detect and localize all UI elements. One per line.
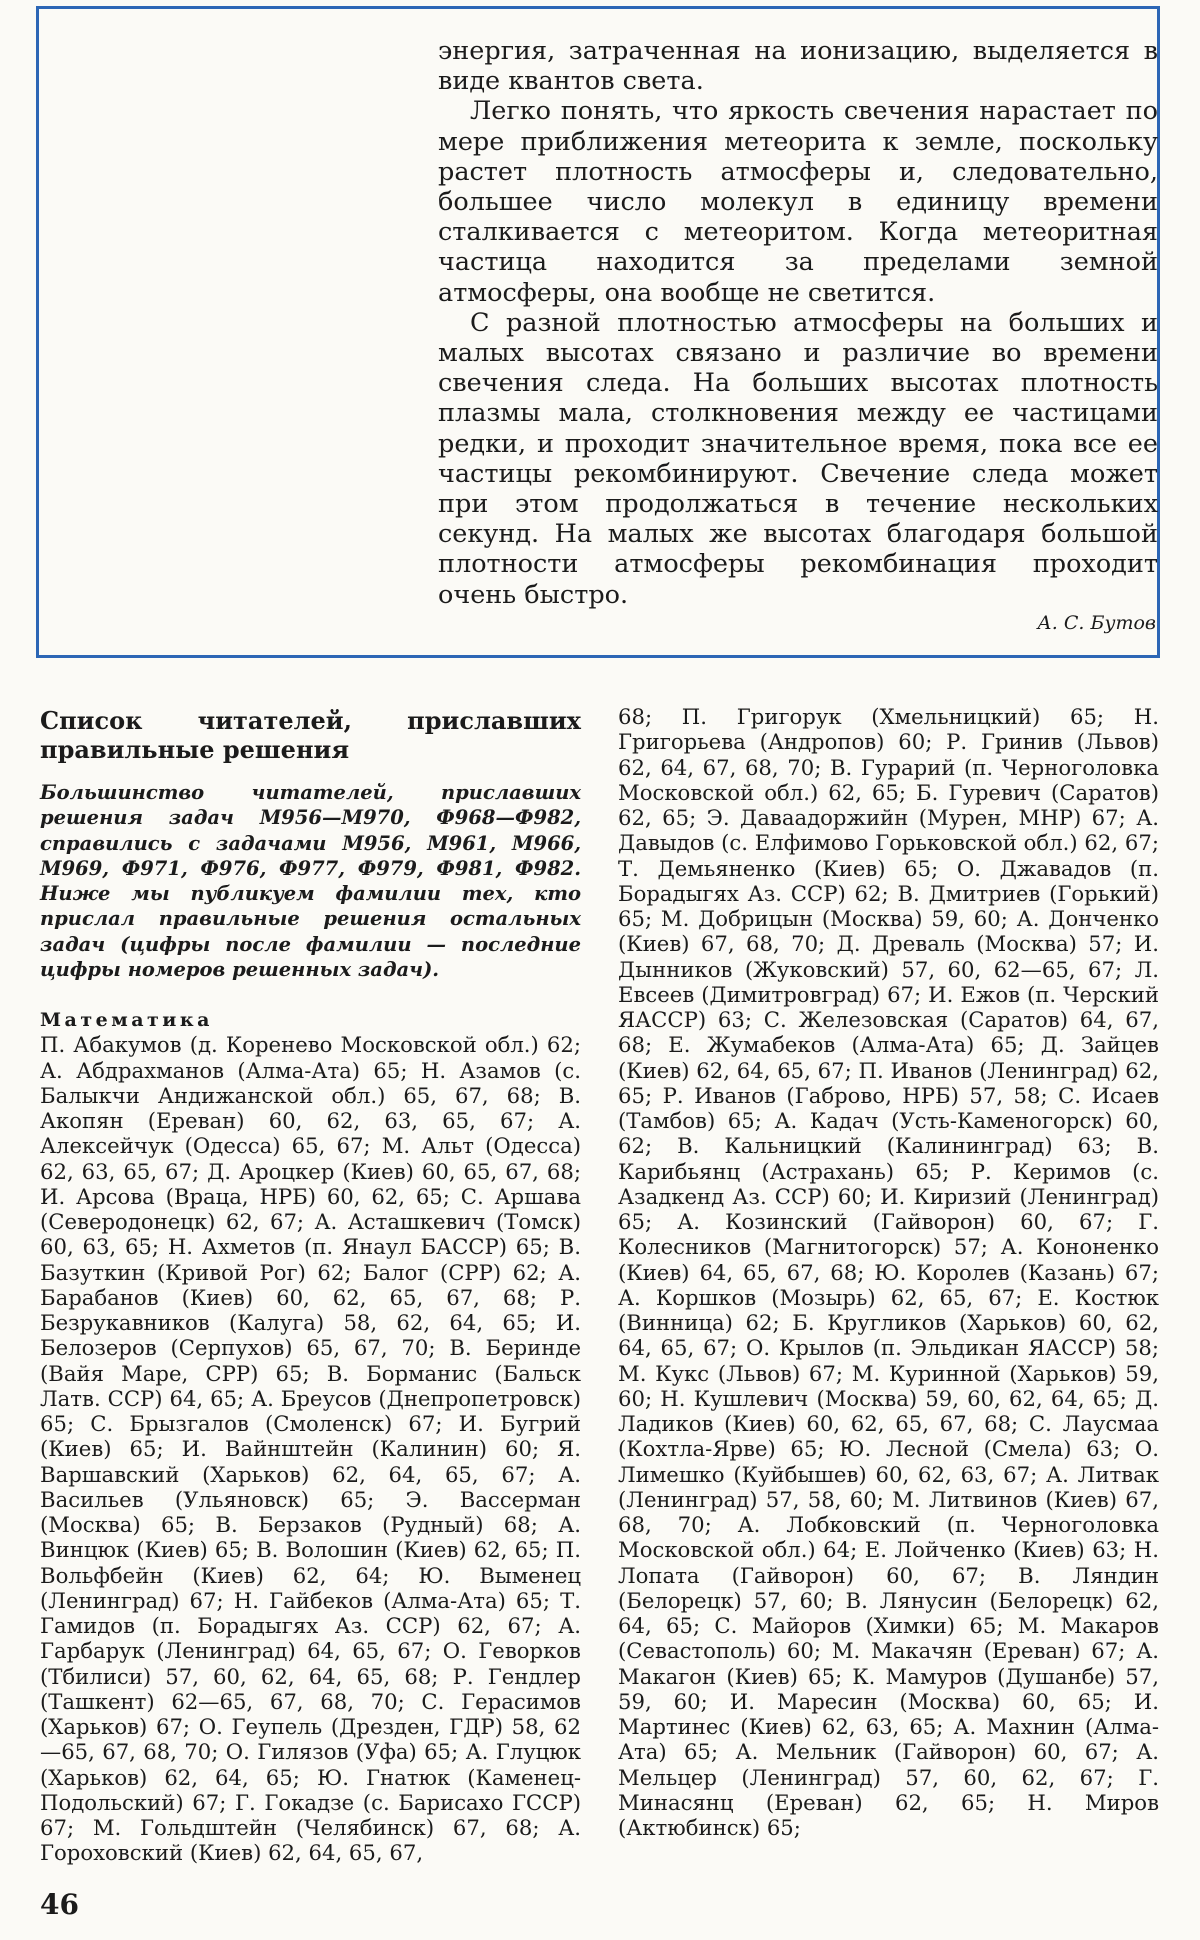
right-column	[618, 704, 1159, 1840]
section-intro: Большинство читателей, приславших решения задач М956—М970, Ф968—Ф982, справились с задачами М956, М961, М966, М969, Ф971, Ф976, Ф977, Ф979, Ф981, Ф982. Ниже мы публикуем фамилии тех, кто прислал правильные решения остальных задач (цифры после фамилии — последние цифры номеров решенных задач).	[40, 781, 581, 982]
article-paragraph: С разной плотностью атмосферы на больших и малых высотах связано и различие во времени свечения следа. На больших высотах плотность плазмы мала, столкновения между ее частицами редки, и проходит значительное время, пока все ее частицы рекомбинируют. Свечение следа может при этом продолжаться в течение нескольких секунд. На малых же высотах благодаря большой плотности атмосферы рекомбинация проходит очень быстро.	[438, 307, 1158, 610]
section-title: Список читателей, приславших правильные решения	[40, 706, 581, 764]
article-paragraph: Легко понять, что яркость свечения нарастает по мере приближения метеорита к земле, поскольку растет плотность атмосферы и, следовательно, большее число молекул в единицу времени сталкивается с метеоритом. Когда метеоритная частица находится за пределами земной атмосферы, она вообще не светится.	[438, 96, 1158, 308]
page-number: 46	[40, 1888, 79, 1921]
subject-heading: Математика	[40, 1009, 213, 1032]
readers-list-right: 68; П. Григорук (Хмельницкий) 65; Н. Григорьева (Андропов) 60; Р. Гринив (Львов) 62, 64, 67, 68, 70; В. Гурарий (п. Черноголовка Московской обл.) 62, 65; Б. Гуревич (Саратов) 62, 65; Э. Даваадоржийн (Мурен, МНР) 67; А. Давыдов (с. Елфимово Горьковской обл.) 62, 67; Т. Демьяненко (Киев) 65; О. Джавадов (п. Борадыгях Аз. ССР) 62; В. Дмитриев (Горький) 65; М. Добрицын (Москва) 59, 60; А. Донченко (Киев) 67, 68, 70; Д. Древаль (Москва) 57; И. Дынников (Жуковский) 57, 60, 62—65, 67; Л. Евсеев (Димитровград) 67; И. Ежов (п. Черский ЯАССР) 63; С. Железовская (Саратов) 64, 67, 68; Е. Жумабеков (Алма-Ата) 65; Д. Зайцев (Киев) 62, 64, 65, 67; П. Иванов (Ленинград) 62, 65; Р. Иванов (Габрово, НРБ) 57, 58; С. Исаев (Тамбов) 65; А. Кадач (Усть-Каменогорск) 60, 62; В. Кальницкий (Калининград) 63; В. Карибьянц (Астрахань) 65; Р. Керимов (с. Азадкенд Аз. ССР) 60; И. Киризий (Ленинград) 65; А. Козинский (Гайворон) 60, 67; Г. Колесников (Магнитогорск) 57; А. Кононенко (Киев) 64, 65, 67, 68; Ю. Королев (Казань) 67; А. Коршков (Мозырь) 62, 65, 67; Е. Костюк (Винница) 62; Б. Кругликов (Харьков) 60, 62, 64, 65, 67; О. Крылов (п. Эльдикан ЯАССР) 58; М. Кукс (Львов) 67; М. Куринной (Харьков) 59, 60; Н. Кушлевич (Москва) 59, 60, 62, 64, 65; Д. Ладиков (Киев) 60, 62, 65, 67, 68; С. Лаусмаа (Кохтла-Ярве) 65; Ю. Лесной (Смела) 63; О. Лимешко (Куйбышев) 60, 62, 63, 67; А. Литвак (Ленинград) 57, 58, 60; М. Литвинов (Киев) 67, 68, 70; А. Лобковский (п. Черноголовка Московской обл.) 64; Е. Лойченко (Киев) 63; Н. Лопата (Гайворон) 60, 67; В. Ляндин (Белорецк) 57, 60; В. Лянусин (Белорецк) 62, 64, 65; С. Майоров (Химки) 65; М. Макаров (Севастополь) 60; М. Макачян (Ереван) 67; А. Макагон (Киев) 65; К. Мамуров (Душанбе) 57, 59, 60; И. Маресин (Москва) 60, 65; И. Мартинес (Киев) 62, 63, 65; А. Махнин (Алма-Ата) 65; А. Мельник (Гайворон) 60, 67; А. Мельцер (Ленинград) 57, 60, 62, 67; Г. Минасянц (Ереван) 62, 65; Н. Миров (Актюбинск) 65;	[618, 704, 1159, 1840]
readers-list-left: П. Абакумов (д. Коренево Московской обл.) 62; А. Абдрахманов (Алма-Ата) 65; Н. Азамов (с. Балыкчи Андижанской обл.) 65, 67, 68; В. Акопян (Ереван) 60, 62, 63, 65, 67; А. Алексейчук (Одесса) 65, 67; М. Альт (Одесса) 62, 63, 65, 67; Д. Ароцкер (Киев) 60, 65, 67, 68; И. Арсова (Враца, НРБ) 60, 62, 65; С. Аршава (Северодонецк) 62, 67; А. Асташкевич (Томск) 60, 63, 65; Н. Ахметов (п. Янаул БАССР) 65; В. Базуткин (Кривой Рог) 62; Балог (СРР) 62; А. Барабанов (Киев) 60, 62, 65, 67, 68; Р. Безрукавников (Калуга) 58, 62, 64, 65; И. Белозеров (Серпухов) 65, 67, 70; В. Беринде (Вайя Маре, СРР) 65; В. Борманис (Бальск Латв. ССР) 64, 65; А. Бреусов (Днепропетровск) 65; С. Брызгалов (Смоленск) 67; И. Бугрий (Киев) 65; И. Вайнштейн (Калинин) 60; Я. Варшавский (Харьков) 62, 64, 65, 67; А. Васильев (Ульяновск) 65; Э. Вассерман (Москва) 65; В. Берзаков (Рудный) 68; А. Винцюк (Киев) 65; В. Волошин (Киев) 62, 65; П. Вольфбейн (Киев) 62, 64; Ю. Выменец (Ленинград) 67; Н. Гайбеков (Алма-Ата) 65; Т. Гамидов (п. Борадыгях Аз. ССР) 62, 67; А. Гарбарук (Ленинград) 64, 65, 67; О. Геворков (Тбилиси) 57, 60, 62, 64, 65, 68; Р. Гендлер (Ташкент) 62—65, 67, 68, 70; С. Герасимов (Харьков) 67; О. Геупель (Дрезден, ГДР) 58, 62—65, 67, 68, 70; О. Гилязов (Уфа) 65; А. Глуцюк (Харьков) 62, 64, 65; Ю. Гнатюк (Каменец-Подольский) 67; Г. Гокадзе (с. Барисахо ГССР) 67; М. Гольдштейн (Челябинск) 67, 68; А. Гороховский (Киев) 62, 64, 65, 67,	[40, 1032, 581, 1866]
left-column	[40, 704, 581, 1866]
article-body	[438, 36, 1158, 610]
article-paragraph: энергия, затраченная на ионизацию, выделяется в виде квантов света.	[438, 36, 1158, 97]
article-author: А. С. Бутов	[1037, 612, 1156, 634]
